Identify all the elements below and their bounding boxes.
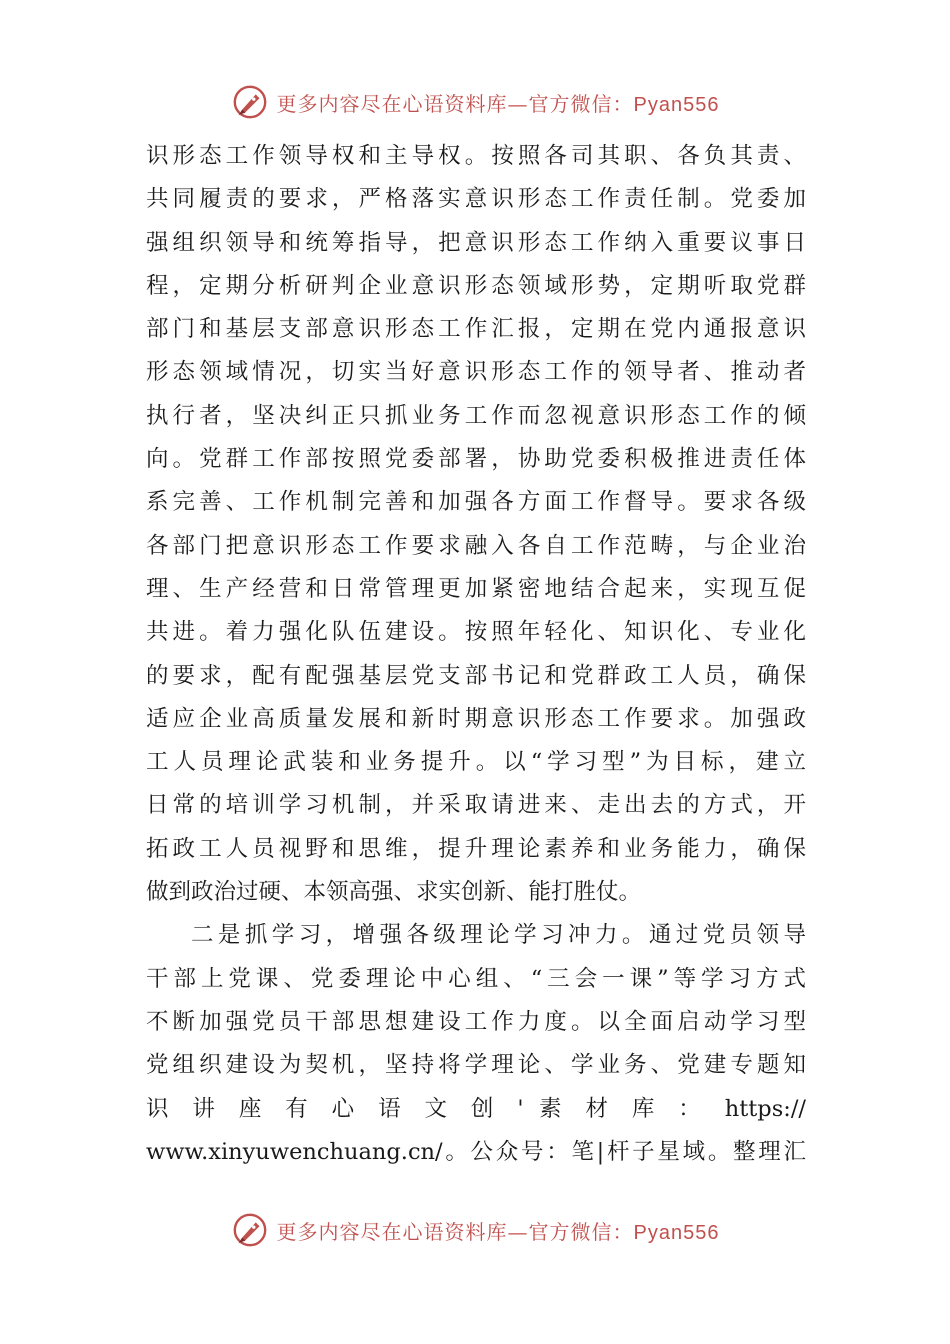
pen-nib-logo-icon — [231, 83, 269, 121]
text-line: 日常的培训学习机制，并采取请进来、走出去的方式，开 — [146, 792, 806, 819]
header-banner — [0, 80, 950, 124]
pen-nib-logo-icon — [231, 1211, 269, 1249]
wechat-id: Pyan556 — [633, 93, 720, 116]
text-line: 程，定期分析研判企业意识形态领域形势，定期听取党群 — [146, 272, 806, 299]
text-line: 形态领域情况，切实当好意识形态工作的领导者、推动者 — [146, 359, 806, 386]
text-line: 部门和基层支部意识形态工作汇报，定期在党内通报意识 — [146, 316, 806, 343]
text-line: 不断加强党员干部思想建设工作力度。以全面启动学习型 — [146, 1008, 806, 1035]
text-line: 的要求，配有配强基层党支部书记和党群政工人员，确保 — [146, 662, 806, 689]
text-line: 共进。着力强化队伍建设。按照年轻化、知识化、专业化 — [146, 619, 806, 646]
text-line: 工人员理论武装和业务提升。以“学习型”为目标，建立 — [146, 749, 806, 776]
text-line: 理、生产经营和日常管理更加紧密地结合起来，实现互促 — [146, 575, 806, 602]
text-line: 拓政工人员视野和思维，提升理论素养和业务能力，确保 — [146, 835, 806, 862]
text-line: 识 讲 座 有 心 语 文 创 ' 素 材 库 ： https:// — [146, 1095, 806, 1122]
text-line: 适应企业高质量发展和新时期意识形态工作要求。加强政 — [146, 705, 806, 732]
document-body — [146, 135, 806, 1174]
text-line: 向。党群工作部按照党委部署，协助党委积极推进责任体 — [146, 446, 806, 473]
footer-banner — [0, 1208, 950, 1252]
text-line: 系完善、工作机制完善和加强各方面工作督导。要求各级 — [146, 489, 806, 516]
text-line: 干部上党课、党委理论中心组、“三会一课”等学习方式 — [146, 965, 806, 992]
text-line: www.xinyuwenchuang.cn/。公众号：笔|杆子星域。整理汇 — [146, 1138, 806, 1165]
text-line: 强组织领导和统筹指导，把意识形态工作纳入重要议事日 — [146, 229, 806, 256]
text-line: 党组织建设为契机，坚持将学理论、学业务、党建专题知 — [146, 1052, 806, 1079]
text-line: 识形态工作领导权和主导权。按照各司其职、各负其责、 — [146, 143, 806, 169]
text-line: 各部门把意识形态工作要求融入各自工作范畴，与企业治 — [146, 532, 806, 559]
text-line: 执行者，坚决纠正只抓业务工作而忽视意识形态工作的倾 — [146, 402, 806, 429]
banner-text: 更多内容尽在心语资料库—官方微信：Pyan556 — [276, 91, 720, 116]
paragraph-end-line: 做到政治过硬、本领高强、求实创新、能打胜仗。 — [146, 879, 642, 906]
paragraph-start-line: 二是抓学习，增强各级理论学习冲力。通过党员领导 — [191, 922, 806, 949]
text-line: 共同履责的要求，严格落实意识形态工作责任制。党委加 — [146, 186, 806, 213]
wechat-id: Pyan556 — [633, 1221, 720, 1244]
banner-text: 更多内容尽在心语资料库—官方微信：Pyan556 — [276, 1219, 720, 1244]
